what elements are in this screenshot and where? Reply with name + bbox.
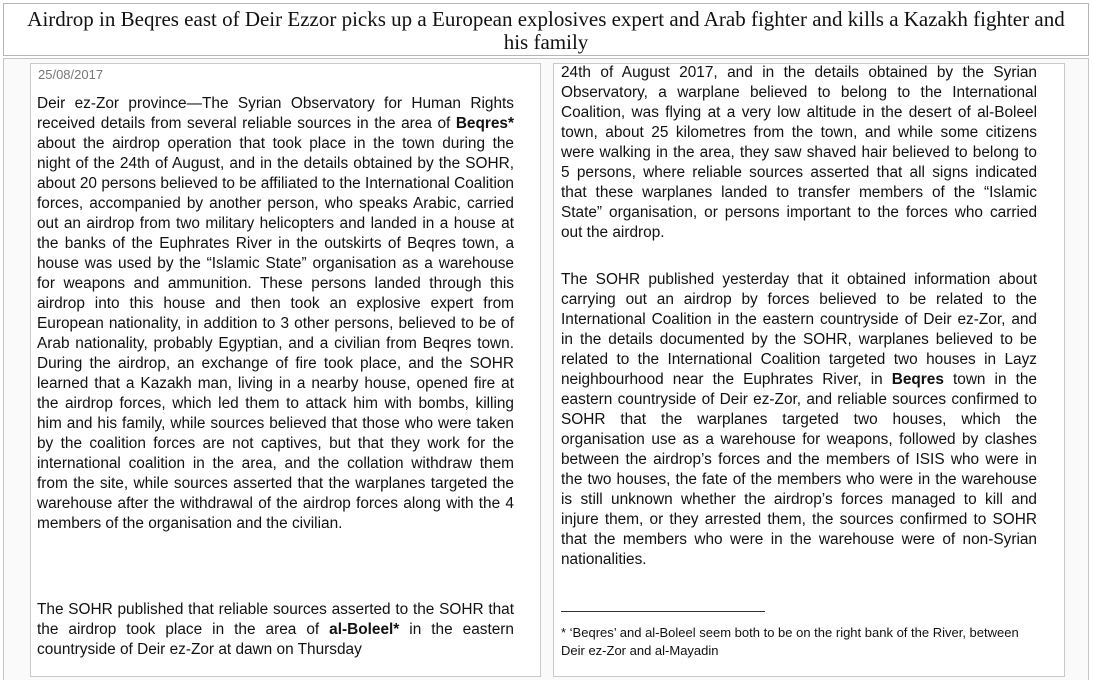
paragraph-1-text-a: Deir ez-Zor province—The Syrian Observatory for Human Rights received details from several reliable sources in the area of bbox=[37, 95, 514, 132]
article-container bbox=[3, 58, 1089, 680]
place-beqres: Beqres* bbox=[455, 115, 514, 132]
paragraph-2 bbox=[37, 600, 514, 660]
place-beqres-2: Beqres bbox=[891, 371, 944, 388]
paragraph-1 bbox=[37, 94, 514, 534]
paragraph-3: 24th of August 2017, and in the details obtained by the Syrian Observatory, a warplane believed to belong to the International Coalition, was flying at a very low altitude in the desert of al-Boleel town, about 25 kilometres from the town, and while some citizens were walking in the area, they saw shaved hair believed to belong to 5 persons, where reliable sources asserted that all signs indicated that these warplanes landed to transfer members of the “Islamic State” organisation, or persons important to the forces who carried out the airdrop. bbox=[561, 64, 1037, 241]
paragraph-1-text-b: about the airdrop operation that took place in the town during the night of the 24th of August, and in the details obtained by the SOHR, about 20 persons believed to be affiliated to the International Coalition forces, accompanied by another person, who speaks Arabic, carried out an airdrop from two military helicopters and landed in a house at the banks of the Euphrates River in the outskirts of Beqres town, a house was used by the “Islamic State” organisation as a warehouse for weapons and ammunition. These persons landed through this airdrop into this house and then took an explosive expert from European nationality, in addition to 3 other persons, believed to be of Arab nationality, probably Egyptian, and a civilian from Beqres town. During the airdrop, an exchange of fire took place, and the SOHR learned that a Kazakh man, living in a nearby house, opened fire at the airdrop forces, which led them to attack him with bombs, killing him and his family, while sources believed that those who were taken by the coalition forces are not captives, but that they work for the international coalition in the area, and the collation withdraw them from the site, while sources asserted that the warplanes targeted the warehouse after the withdrawal of the airdrop forces along with the 4 members of the organisation and the civilian. bbox=[37, 135, 514, 532]
left-column bbox=[30, 63, 541, 677]
right-column bbox=[553, 63, 1065, 677]
title-box bbox=[3, 3, 1089, 56]
paragraph-4-text-a: The SOHR published yesterday that it obtained information about carrying out an airdrop by forces believed to be related to the International Coalition in the eastern countryside of Deir ez-Zor, and in the details documented by the SOHR, warplanes believed to be related to the International Coalition targeted two houses in Layz neighbourhood near the Euphrates River, in bbox=[561, 271, 1037, 388]
article-title: Airdrop in Beqres east of Deir Ezzor picks up a European explosives expert and Arab fighter and kills a Kazakh fighter and his family bbox=[27, 7, 1065, 54]
footnote-divider bbox=[561, 611, 765, 612]
place-al-boleel: al-Boleel* bbox=[329, 621, 400, 638]
footnote: * ‘Beqres’ and al-Boleel seem both to be on the right bank of the River, between Deir ez-Zor and al-Mayadin bbox=[561, 625, 1019, 658]
paragraph-4-text-b: town in the eastern countryside of Deir ez-Zor, and reliable sources confirmed to SOHR that the warplanes targeted two houses, which the organisation use as a warehouse for weapons, followed by clashes between the airdrop’s forces and the members of ISIS who were in the two houses, the fate of the members who were in the warehouse is still unknown whether the airdrop’s forces managed to kill and injure them, or they arrested them, the sources confirmed to SOHR that the members who were in the warehouse were of non-Syrian nationalities. bbox=[561, 371, 1037, 568]
paragraph-2-text-b: in the eastern countryside of Deir ez-Zor at dawn on Thursday bbox=[37, 621, 514, 658]
article-date: 25/08/2017 bbox=[38, 67, 104, 82]
paragraph-4 bbox=[561, 270, 1037, 570]
paragraph-2-text-a: The SOHR published that reliable sources asserted to the SOHR that the airdrop took place in the area of bbox=[37, 601, 514, 638]
